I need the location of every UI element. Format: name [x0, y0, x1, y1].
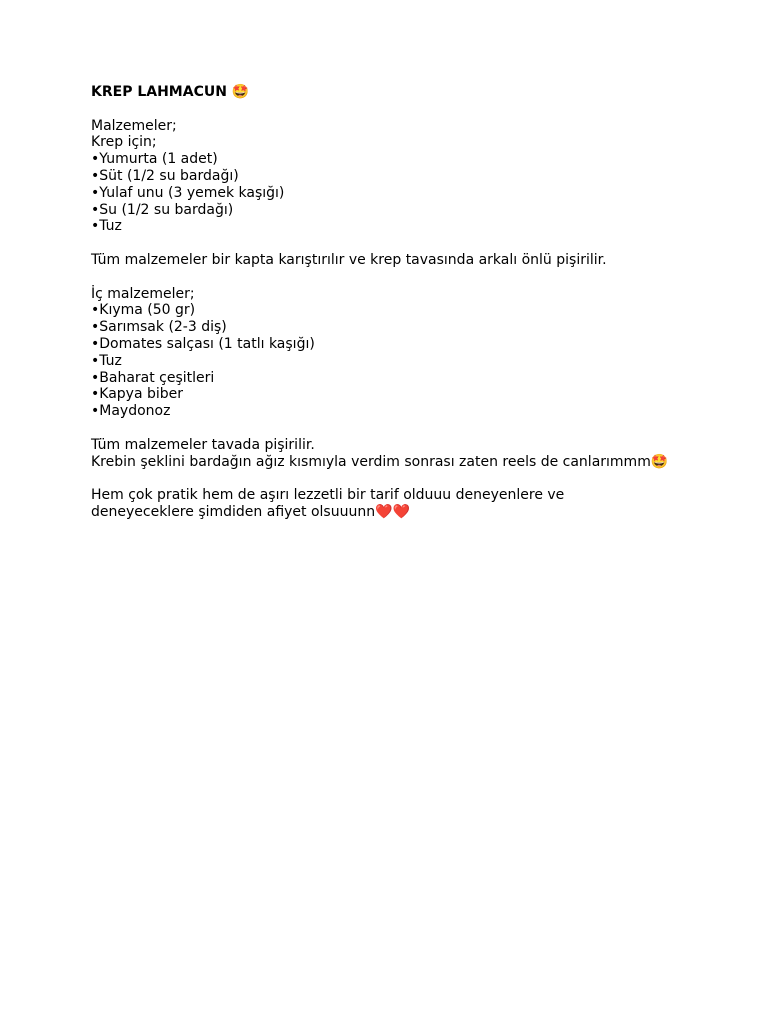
- recipe-title: KREP LAHMACUN 🤩: [91, 84, 250, 100]
- shape-note: Krebin şeklini bardağın ağız kısmıyla verdim sonrası zaten reels de canlarımmm🤩: [91, 453, 669, 470]
- crepe-ingredient-item: •Yumurta (1 adet): [91, 151, 218, 168]
- closing-line: deneyeceklere şimdiden afiyet olsuuunn❤️❤️: [91, 503, 410, 520]
- filling-instruction: Tüm malzemeler tavada pişirilir.: [91, 436, 315, 453]
- crepe-ingredient-item: •Tuz: [91, 218, 122, 235]
- spacer: [91, 420, 731, 437]
- crepe-ingredient-item: •Su (1/2 su bardağı): [91, 201, 234, 218]
- filling-ingredient-item: •Sarımsak (2-3 diş): [91, 319, 227, 336]
- ingredients-heading: Malzemeler;: [91, 117, 177, 134]
- spacer: [91, 470, 731, 487]
- spacer: [91, 101, 731, 118]
- filling-ingredient-item: •Maydonoz: [91, 403, 171, 420]
- filling-ingredient-item: •Kapya biber: [91, 386, 184, 403]
- document-body: [91, 84, 731, 521]
- crepe-ingredient-item: •Yulaf unu (3 yemek kaşığı): [91, 184, 285, 201]
- crepe-instruction: Tüm malzemeler bir kapta karıştırılır ve krep tavasında arkalı önlü pişirilir.: [91, 251, 607, 268]
- filling-ingredient-item: •Domates salçası (1 tatlı kaşığı): [91, 335, 315, 352]
- crepe-ingredient-item: •Süt (1/2 su bardağı): [91, 167, 239, 184]
- filling-ingredient-item: •Baharat çeşitleri: [91, 369, 215, 386]
- filling-heading: İç malzemeler;: [91, 285, 195, 302]
- filling-ingredient-item: •Tuz: [91, 352, 122, 369]
- filling-ingredient-item: •Kıyma (50 gr): [91, 302, 196, 319]
- closing-line: Hem çok pratik hem de aşırı lezzetli bir tarif olduuu deneyenlere ve: [91, 487, 565, 504]
- crepe-section-label: Krep için;: [91, 134, 157, 151]
- spacer: [91, 235, 731, 252]
- spacer: [91, 269, 731, 286]
